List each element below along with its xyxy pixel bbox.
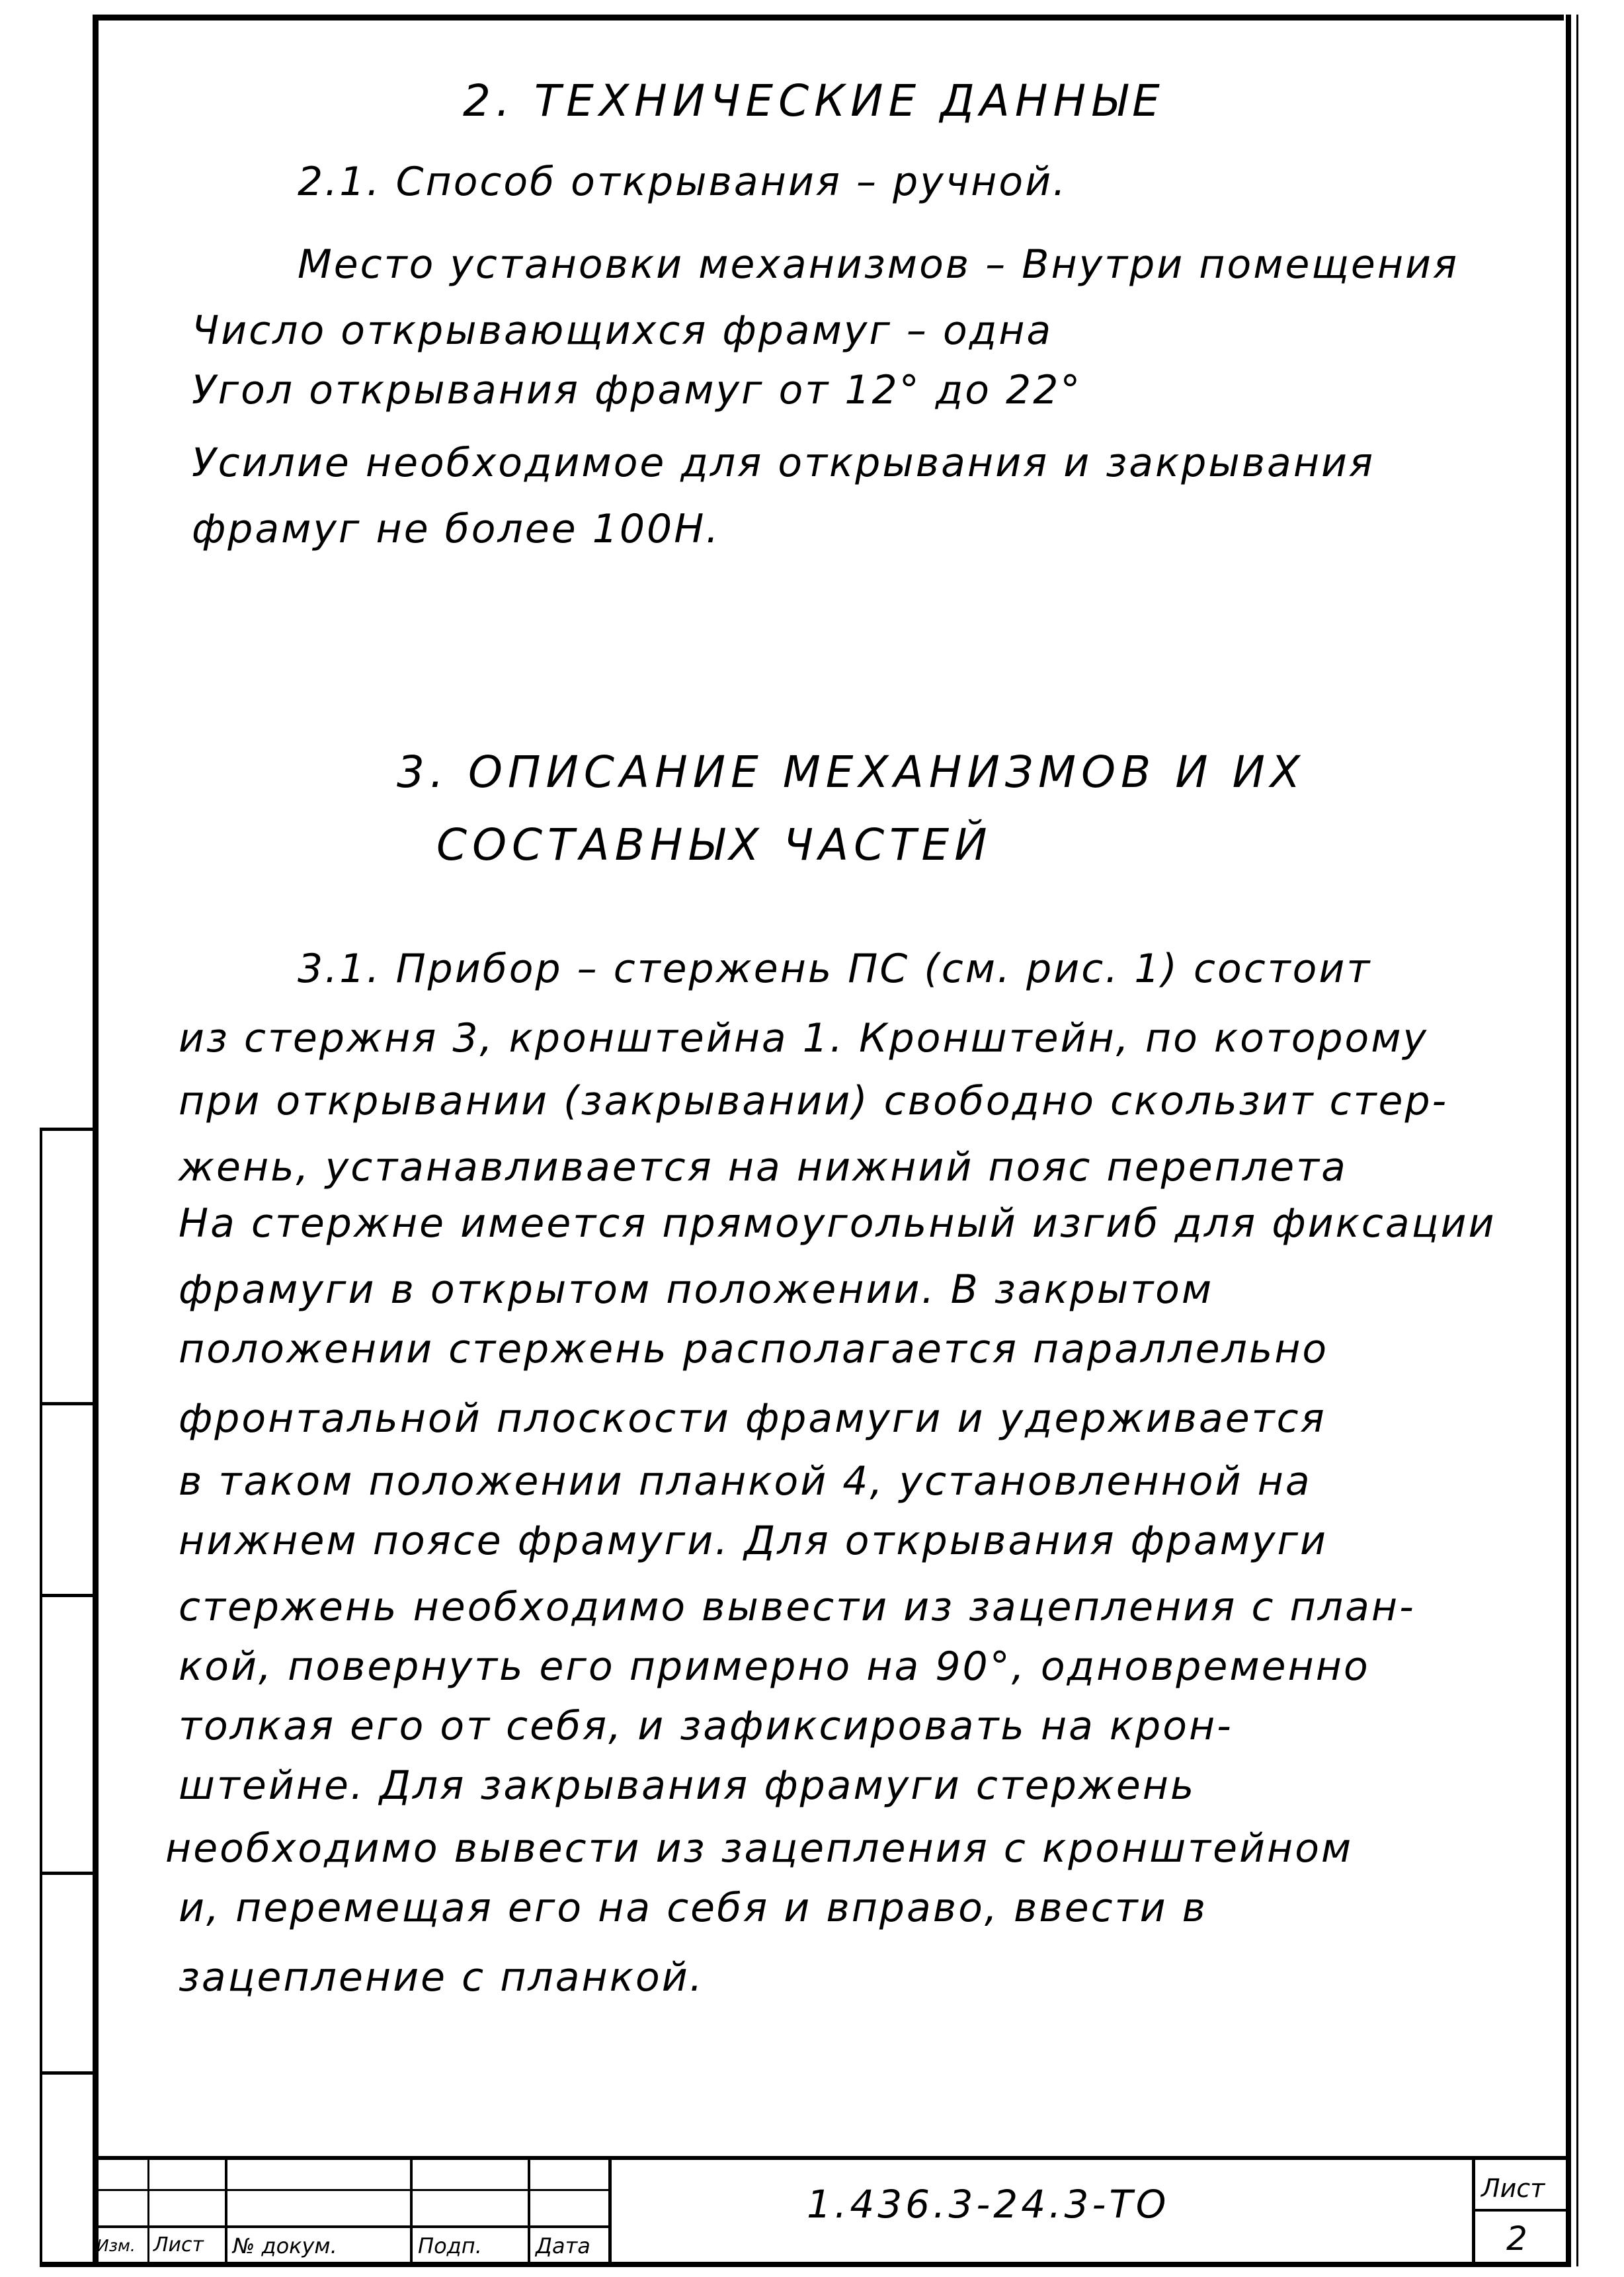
section-2-heading: 2. ТЕХНИЧЕСКИЕ ДАННЫЕ (463, 75, 1165, 126)
section-3-line: жень, устанавливается на нижний пояс переплета (179, 1144, 1348, 1190)
frame-top-line (93, 15, 1564, 21)
binding-strip-left (40, 1128, 42, 2264)
sheet-number: 2 (1506, 2219, 1527, 2258)
frame-right-line (1566, 15, 1571, 2266)
section-3-heading-line-1: 3. ОПИСАНИЕ МЕХАНИЗМОВ И ИХ (397, 747, 1306, 798)
section-3-heading-line-2: СОСТАВНЫХ ЧАСТЕЙ (436, 819, 993, 870)
title-block-col-label-date: Дата (536, 2233, 590, 2258)
section-3-line: штейне. Для закрывания фрамуги стержень (179, 1762, 1196, 1809)
binding-strip-divider-5 (40, 2071, 96, 2075)
section-3-line: 3.1. Прибор – стержень ПС (см. рис. 1) состоит (298, 946, 1372, 992)
frame-right-outer-line (1576, 15, 1578, 2266)
title-block-row-line (93, 2189, 612, 2191)
frame-bottom-line (40, 2262, 1571, 2267)
section-2-line: Место установки механизмов – Внутри помещения (298, 241, 1459, 288)
title-block-column-line (225, 2156, 227, 2264)
section-3-line: На стержне имеется прямоугольный изгиб для фиксации (179, 1200, 1496, 1247)
section-3-line: в таком положении планкой 4, установленной на (179, 1458, 1312, 1505)
title-block-column-line (147, 2156, 149, 2264)
section-2-line: Усилие необходимое для открывания и закрывания (192, 440, 1375, 486)
title-block-sheet-divider (1475, 2209, 1571, 2212)
section-2-line: 2.1. Способ открывания – ручной. (298, 159, 1068, 205)
section-3-line: фрамуги в открытом положении. В закрытом (179, 1266, 1214, 1313)
binding-strip-divider-4 (40, 1872, 96, 1875)
title-block-col-label-signature: Подп. (418, 2233, 482, 2258)
section-2-line: Число открывающихся фрамуг – одна (192, 308, 1053, 354)
section-3-line: нижнем поясе фрамуги. Для открывания фрамуги (179, 1518, 1328, 1564)
section-2-line: фрамуг не более 100Н. (192, 506, 721, 552)
section-3-line: кой, повернуть его примерно на 90°, одновременно (179, 1643, 1370, 1690)
title-block-top-line (93, 2156, 1571, 2160)
title-block-col-label-sheet: Лист (153, 2233, 204, 2256)
binding-strip-divider-1 (40, 1128, 96, 1131)
section-3-line: зацепление с планкой. (179, 1954, 704, 2001)
binding-strip-divider-3 (40, 1594, 96, 1597)
section-3-line: из стержня 3, кронштейна 1. Кронштейн, по которому (179, 1015, 1429, 1061)
section-3-line: положении стержень располагается параллельно (179, 1326, 1329, 1372)
section-3-line: фронтальной плоскости фрамуги и удерживается (179, 1395, 1326, 1442)
section-3-line: стержень необходимо вывести из зацепления с план- (179, 1584, 1416, 1630)
section-3-line: необходимо вывести из зацепления с кронштейном (165, 1825, 1354, 1872)
frame-left-line (93, 15, 99, 2266)
section-2-line: Угол открывания фрамуг от 12° до 22° (192, 367, 1082, 413)
title-block-row-line (93, 2225, 612, 2228)
title-block-column-line (410, 2156, 413, 2264)
title-block-col-label-change: Изм. (97, 2236, 136, 2255)
title-block-column-line (608, 2156, 612, 2264)
section-3-line: и, перемещая его на себя и вправо, ввести в (179, 1885, 1207, 1931)
document-code: 1.436.3-24.3-ТО (807, 2182, 1170, 2227)
title-block-column-line (528, 2156, 530, 2264)
section-3-line: при открывании (закрывании) свободно скользит стер- (179, 1078, 1449, 1124)
title-block-sheet-column-line (1472, 2156, 1475, 2264)
sheet-label: Лист (1481, 2174, 1545, 2203)
section-3-line: толкая его от себя, и зафиксировать на крон- (179, 1703, 1233, 1749)
title-block-col-label-doc-number: № докум. (233, 2233, 337, 2258)
binding-strip-divider-2 (40, 1402, 96, 1405)
